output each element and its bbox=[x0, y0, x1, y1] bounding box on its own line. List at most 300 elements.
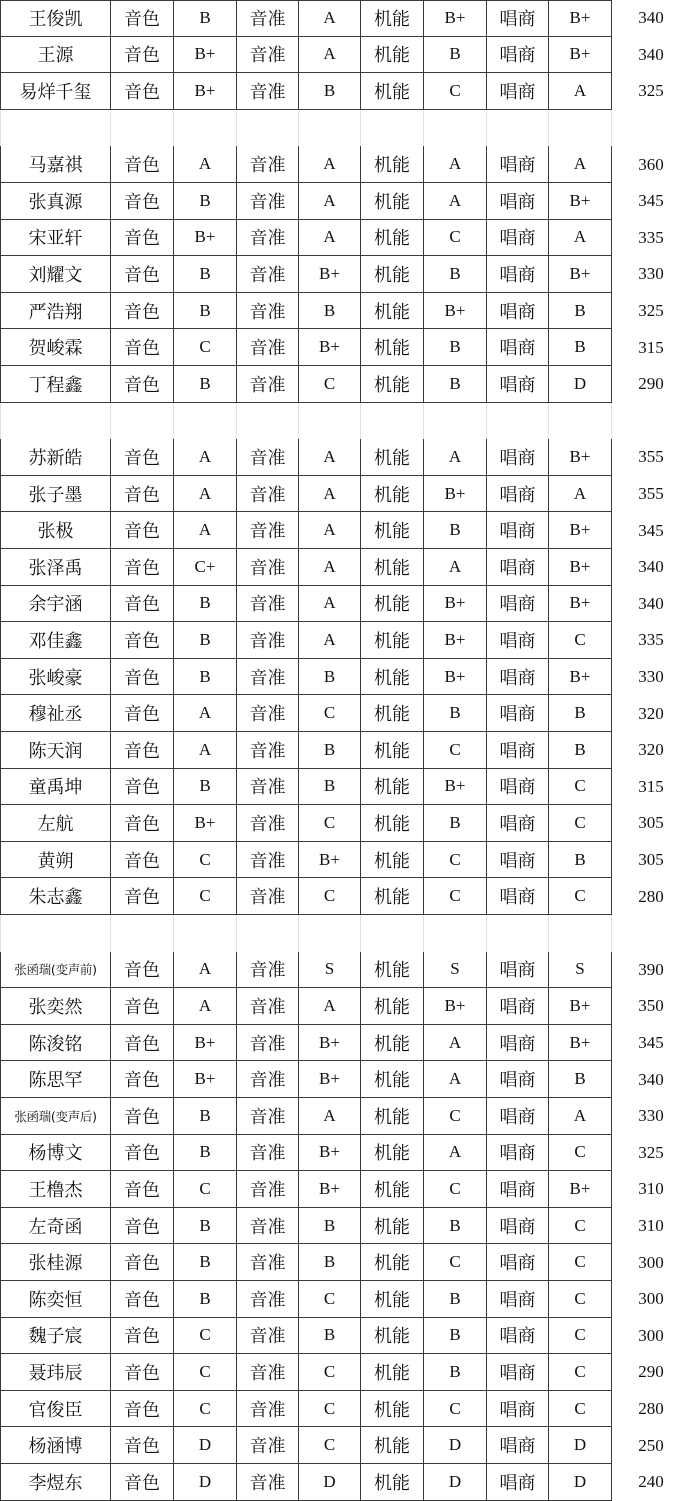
breath-grade: B+ bbox=[424, 769, 487, 806]
pitch-grade: C bbox=[299, 805, 361, 842]
breath-grade: C bbox=[424, 1244, 487, 1281]
pitch-grade: A bbox=[299, 37, 361, 74]
musicality-grade: C bbox=[549, 1354, 612, 1391]
breath-label: 机能 bbox=[361, 769, 424, 806]
musicality-label: 唱商 bbox=[487, 366, 549, 403]
pitch-label: 音准 bbox=[237, 1354, 299, 1391]
pitch-grade: C bbox=[299, 366, 361, 403]
pitch-grade: B+ bbox=[299, 1061, 361, 1098]
musicality-label: 唱商 bbox=[487, 586, 549, 623]
breath-label: 机能 bbox=[361, 329, 424, 366]
breath-label: 机能 bbox=[361, 183, 424, 220]
timbre-grade: A bbox=[174, 439, 237, 476]
musicality-grade: C bbox=[549, 1281, 612, 1318]
musicality-grade: B+ bbox=[549, 0, 612, 37]
breath-grade: B bbox=[424, 366, 487, 403]
breath-grade: A bbox=[424, 439, 487, 476]
pitch-label: 音准 bbox=[237, 73, 299, 110]
table-row bbox=[0, 1244, 690, 1281]
pitch-label: 音准 bbox=[237, 549, 299, 586]
timbre-label: 音色 bbox=[111, 1098, 174, 1135]
member-name: 张奕然 bbox=[0, 988, 111, 1025]
breath-label: 机能 bbox=[361, 1171, 424, 1208]
musicality-label: 唱商 bbox=[487, 549, 549, 586]
timbre-label: 音色 bbox=[111, 1281, 174, 1318]
total-score: 330 bbox=[638, 667, 664, 687]
breath-grade: B bbox=[424, 1208, 487, 1245]
table-row bbox=[0, 805, 690, 842]
pitch-label: 音准 bbox=[237, 952, 299, 989]
empty-cell bbox=[237, 110, 299, 147]
timbre-grade: A bbox=[174, 952, 237, 989]
table-row bbox=[0, 878, 690, 915]
pitch-grade: A bbox=[299, 586, 361, 623]
timbre-grade: C bbox=[174, 842, 237, 879]
musicality-grade: B+ bbox=[549, 1025, 612, 1062]
member-name: 陈奕恒 bbox=[0, 1281, 111, 1318]
musicality-grade: C bbox=[549, 1391, 612, 1428]
pitch-label: 音准 bbox=[237, 1098, 299, 1135]
table-row bbox=[0, 1061, 690, 1098]
musicality-label: 唱商 bbox=[487, 220, 549, 257]
timbre-label: 音色 bbox=[111, 220, 174, 257]
total-score: 325 bbox=[638, 1142, 664, 1162]
breath-grade: S bbox=[424, 952, 487, 989]
musicality-label: 唱商 bbox=[487, 1171, 549, 1208]
pitch-grade: B+ bbox=[299, 329, 361, 366]
group-separator bbox=[0, 915, 690, 952]
musicality-grade: B+ bbox=[549, 37, 612, 74]
timbre-grade: B bbox=[174, 1281, 237, 1318]
member-name: 杨博文 bbox=[0, 1135, 111, 1172]
timbre-label: 音色 bbox=[111, 1427, 174, 1464]
breath-grade: B bbox=[424, 1354, 487, 1391]
member-name: 严浩翔 bbox=[0, 293, 111, 330]
empty-cell bbox=[111, 915, 174, 952]
musicality-grade: C bbox=[549, 1244, 612, 1281]
breath-grade: C bbox=[424, 842, 487, 879]
pitch-label: 音准 bbox=[237, 1281, 299, 1318]
musicality-grade: D bbox=[549, 366, 612, 403]
timbre-label: 音色 bbox=[111, 769, 174, 806]
musicality-grade: B bbox=[549, 1061, 612, 1098]
musicality-label: 唱商 bbox=[487, 988, 549, 1025]
total-score: 305 bbox=[638, 813, 664, 833]
breath-grade: B bbox=[424, 1281, 487, 1318]
pitch-grade: B+ bbox=[299, 842, 361, 879]
empty-cell bbox=[174, 403, 237, 440]
breath-label: 机能 bbox=[361, 0, 424, 37]
pitch-label: 音准 bbox=[237, 183, 299, 220]
musicality-label: 唱商 bbox=[487, 1098, 549, 1135]
timbre-grade: B bbox=[174, 659, 237, 696]
pitch-grade: A bbox=[299, 183, 361, 220]
pitch-label: 音准 bbox=[237, 1391, 299, 1428]
timbre-label: 音色 bbox=[111, 1171, 174, 1208]
timbre-grade: C bbox=[174, 329, 237, 366]
timbre-grade: D bbox=[174, 1427, 237, 1464]
total-score: 345 bbox=[638, 191, 664, 211]
timbre-label: 音色 bbox=[111, 329, 174, 366]
musicality-grade: D bbox=[549, 1427, 612, 1464]
musicality-label: 唱商 bbox=[487, 842, 549, 879]
timbre-label: 音色 bbox=[111, 1354, 174, 1391]
breath-label: 机能 bbox=[361, 878, 424, 915]
member-name: 官俊臣 bbox=[0, 1391, 111, 1428]
breath-label: 机能 bbox=[361, 1318, 424, 1355]
table-row bbox=[0, 1464, 690, 1501]
empty-cell bbox=[237, 403, 299, 440]
total-score: 315 bbox=[638, 337, 664, 357]
breath-grade: B+ bbox=[424, 659, 487, 696]
breath-label: 机能 bbox=[361, 1464, 424, 1501]
musicality-label: 唱商 bbox=[487, 183, 549, 220]
pitch-grade: C bbox=[299, 1281, 361, 1318]
pitch-grade: A bbox=[299, 146, 361, 183]
empty-cell bbox=[0, 110, 111, 147]
empty-cell bbox=[299, 403, 361, 440]
musicality-grade: A bbox=[549, 1098, 612, 1135]
table-row bbox=[0, 256, 690, 293]
table-row bbox=[0, 622, 690, 659]
total-score: 290 bbox=[638, 374, 664, 394]
table-row bbox=[0, 1318, 690, 1355]
musicality-grade: B bbox=[549, 695, 612, 732]
breath-grade: C bbox=[424, 1098, 487, 1135]
breath-label: 机能 bbox=[361, 366, 424, 403]
table-row bbox=[0, 183, 690, 220]
empty-cell bbox=[612, 110, 690, 147]
member-name: 刘耀文 bbox=[0, 256, 111, 293]
member-name: 魏子宸 bbox=[0, 1318, 111, 1355]
member-name: 邓佳鑫 bbox=[0, 622, 111, 659]
breath-label: 机能 bbox=[361, 1391, 424, 1428]
timbre-label: 音色 bbox=[111, 805, 174, 842]
breath-label: 机能 bbox=[361, 842, 424, 879]
pitch-grade: B bbox=[299, 732, 361, 769]
timbre-grade: B bbox=[174, 1135, 237, 1172]
musicality-grade: B bbox=[549, 293, 612, 330]
musicality-label: 唱商 bbox=[487, 1025, 549, 1062]
table-row bbox=[0, 1427, 690, 1464]
pitch-grade: C bbox=[299, 695, 361, 732]
timbre-grade: B+ bbox=[174, 1025, 237, 1062]
breath-grade: A bbox=[424, 1025, 487, 1062]
empty-cell bbox=[361, 915, 424, 952]
empty-cell bbox=[299, 915, 361, 952]
breath-label: 机能 bbox=[361, 732, 424, 769]
breath-label: 机能 bbox=[361, 1208, 424, 1245]
pitch-label: 音准 bbox=[237, 988, 299, 1025]
timbre-grade: C bbox=[174, 1354, 237, 1391]
breath-label: 机能 bbox=[361, 293, 424, 330]
total-score: 355 bbox=[638, 447, 664, 467]
pitch-label: 音准 bbox=[237, 0, 299, 37]
table-row bbox=[0, 0, 690, 37]
member-name: 朱志鑫 bbox=[0, 878, 111, 915]
pitch-label: 音准 bbox=[237, 1464, 299, 1501]
timbre-label: 音色 bbox=[111, 988, 174, 1025]
musicality-label: 唱商 bbox=[487, 622, 549, 659]
total-score: 300 bbox=[638, 1289, 664, 1309]
timbre-label: 音色 bbox=[111, 366, 174, 403]
musicality-grade: C bbox=[549, 622, 612, 659]
total-score: 290 bbox=[638, 1362, 664, 1382]
pitch-grade: C bbox=[299, 1354, 361, 1391]
pitch-grade: B bbox=[299, 769, 361, 806]
empty-cell bbox=[361, 110, 424, 147]
timbre-grade: C bbox=[174, 1391, 237, 1428]
table-row bbox=[0, 1391, 690, 1428]
table-row bbox=[0, 842, 690, 879]
member-name: 张函瑞(变声前) bbox=[0, 952, 111, 989]
musicality-grade: C bbox=[549, 1208, 612, 1245]
musicality-label: 唱商 bbox=[487, 1464, 549, 1501]
pitch-label: 音准 bbox=[237, 329, 299, 366]
pitch-label: 音准 bbox=[237, 1244, 299, 1281]
timbre-grade: B+ bbox=[174, 805, 237, 842]
breath-grade: C bbox=[424, 1171, 487, 1208]
musicality-label: 唱商 bbox=[487, 1135, 549, 1172]
member-name: 易烊千玺 bbox=[0, 73, 111, 110]
empty-cell bbox=[549, 110, 612, 147]
total-score: 340 bbox=[638, 44, 664, 64]
breath-grade: C bbox=[424, 732, 487, 769]
breath-grade: B+ bbox=[424, 476, 487, 513]
pitch-label: 音准 bbox=[237, 146, 299, 183]
breath-label: 机能 bbox=[361, 439, 424, 476]
musicality-label: 唱商 bbox=[487, 146, 549, 183]
table-row bbox=[0, 512, 690, 549]
timbre-label: 音色 bbox=[111, 37, 174, 74]
musicality-grade: B+ bbox=[549, 256, 612, 293]
empty-cell bbox=[111, 110, 174, 147]
musicality-label: 唱商 bbox=[487, 1318, 549, 1355]
musicality-label: 唱商 bbox=[487, 1391, 549, 1428]
musicality-grade: B+ bbox=[549, 512, 612, 549]
timbre-label: 音色 bbox=[111, 952, 174, 989]
musicality-grade: C bbox=[549, 1135, 612, 1172]
pitch-grade: B bbox=[299, 659, 361, 696]
pitch-grade: B bbox=[299, 1318, 361, 1355]
timbre-label: 音色 bbox=[111, 842, 174, 879]
timbre-grade: B bbox=[174, 586, 237, 623]
musicality-label: 唱商 bbox=[487, 73, 549, 110]
breath-grade: A bbox=[424, 549, 487, 586]
breath-label: 机能 bbox=[361, 1098, 424, 1135]
timbre-label: 音色 bbox=[111, 183, 174, 220]
table-row bbox=[0, 366, 690, 403]
breath-grade: B bbox=[424, 256, 487, 293]
musicality-label: 唱商 bbox=[487, 37, 549, 74]
breath-grade: C bbox=[424, 220, 487, 257]
musicality-grade: A bbox=[549, 476, 612, 513]
timbre-label: 音色 bbox=[111, 732, 174, 769]
member-name: 张真源 bbox=[0, 183, 111, 220]
total-score: 300 bbox=[638, 1325, 664, 1345]
musicality-grade: C bbox=[549, 769, 612, 806]
member-name: 张泽禹 bbox=[0, 549, 111, 586]
timbre-grade: C bbox=[174, 1318, 237, 1355]
member-name: 张极 bbox=[0, 512, 111, 549]
table-row bbox=[0, 952, 690, 989]
pitch-label: 音准 bbox=[237, 220, 299, 257]
breath-label: 机能 bbox=[361, 73, 424, 110]
musicality-label: 唱商 bbox=[487, 878, 549, 915]
musicality-grade: B+ bbox=[549, 439, 612, 476]
musicality-grade: B+ bbox=[549, 586, 612, 623]
member-name: 陈思罕 bbox=[0, 1061, 111, 1098]
timbre-grade: C+ bbox=[174, 549, 237, 586]
total-score: 300 bbox=[638, 1252, 664, 1272]
total-score: 320 bbox=[638, 740, 664, 760]
table-row bbox=[0, 1354, 690, 1391]
timbre-label: 音色 bbox=[111, 293, 174, 330]
pitch-grade: A bbox=[299, 476, 361, 513]
pitch-grade: C bbox=[299, 1427, 361, 1464]
pitch-label: 音准 bbox=[237, 366, 299, 403]
total-score: 345 bbox=[638, 520, 664, 540]
total-score: 335 bbox=[638, 630, 664, 650]
pitch-grade: A bbox=[299, 549, 361, 586]
pitch-label: 音准 bbox=[237, 805, 299, 842]
empty-cell bbox=[424, 915, 487, 952]
musicality-label: 唱商 bbox=[487, 439, 549, 476]
empty-cell bbox=[174, 110, 237, 147]
member-name: 王俊凯 bbox=[0, 0, 111, 37]
musicality-label: 唱商 bbox=[487, 1061, 549, 1098]
total-score: 390 bbox=[638, 959, 664, 979]
member-name: 王源 bbox=[0, 37, 111, 74]
table-row bbox=[0, 220, 690, 257]
timbre-label: 音色 bbox=[111, 1061, 174, 1098]
pitch-label: 音准 bbox=[237, 769, 299, 806]
timbre-grade: A bbox=[174, 476, 237, 513]
member-name: 穆祉丞 bbox=[0, 695, 111, 732]
breath-label: 机能 bbox=[361, 659, 424, 696]
member-name: 张函瑞(变声后) bbox=[0, 1098, 111, 1135]
empty-cell bbox=[424, 110, 487, 147]
timbre-label: 音色 bbox=[111, 1318, 174, 1355]
pitch-grade: B bbox=[299, 1208, 361, 1245]
member-name: 张峻豪 bbox=[0, 659, 111, 696]
breath-grade: A bbox=[424, 1135, 487, 1172]
timbre-grade: B+ bbox=[174, 37, 237, 74]
pitch-label: 音准 bbox=[237, 37, 299, 74]
breath-label: 机能 bbox=[361, 805, 424, 842]
member-name: 童禹坤 bbox=[0, 769, 111, 806]
pitch-grade: A bbox=[299, 988, 361, 1025]
breath-label: 机能 bbox=[361, 988, 424, 1025]
member-name: 余宇涵 bbox=[0, 586, 111, 623]
breath-label: 机能 bbox=[361, 146, 424, 183]
timbre-grade: C bbox=[174, 1171, 237, 1208]
member-name: 贺峻霖 bbox=[0, 329, 111, 366]
musicality-grade: C bbox=[549, 1318, 612, 1355]
musicality-grade: D bbox=[549, 1464, 612, 1501]
table-row bbox=[0, 73, 690, 110]
total-score: 240 bbox=[638, 1472, 664, 1492]
timbre-grade: B+ bbox=[174, 73, 237, 110]
timbre-grade: A bbox=[174, 988, 237, 1025]
total-score: 310 bbox=[638, 1179, 664, 1199]
total-score: 310 bbox=[638, 1216, 664, 1236]
timbre-grade: B+ bbox=[174, 1061, 237, 1098]
empty-cell bbox=[237, 915, 299, 952]
musicality-grade: B bbox=[549, 732, 612, 769]
empty-cell bbox=[111, 403, 174, 440]
musicality-grade: S bbox=[549, 952, 612, 989]
empty-cell bbox=[549, 915, 612, 952]
timbre-grade: B+ bbox=[174, 220, 237, 257]
breath-label: 机能 bbox=[361, 1244, 424, 1281]
musicality-label: 唱商 bbox=[487, 805, 549, 842]
timbre-grade: B bbox=[174, 769, 237, 806]
musicality-grade: A bbox=[549, 220, 612, 257]
timbre-label: 音色 bbox=[111, 1135, 174, 1172]
timbre-grade: B bbox=[174, 622, 237, 659]
table-row bbox=[0, 329, 690, 366]
musicality-grade: B+ bbox=[549, 183, 612, 220]
musicality-grade: B+ bbox=[549, 1171, 612, 1208]
total-score: 325 bbox=[638, 81, 664, 101]
musicality-label: 唱商 bbox=[487, 659, 549, 696]
table-row bbox=[0, 1135, 690, 1172]
pitch-grade: C bbox=[299, 878, 361, 915]
musicality-label: 唱商 bbox=[487, 0, 549, 37]
breath-label: 机能 bbox=[361, 1025, 424, 1062]
musicality-label: 唱商 bbox=[487, 732, 549, 769]
timbre-label: 音色 bbox=[111, 439, 174, 476]
timbre-grade: B bbox=[174, 0, 237, 37]
breath-label: 机能 bbox=[361, 256, 424, 293]
total-score: 280 bbox=[638, 886, 664, 906]
breath-grade: C bbox=[424, 73, 487, 110]
timbre-label: 音色 bbox=[111, 622, 174, 659]
total-score: 280 bbox=[638, 1399, 664, 1419]
pitch-label: 音准 bbox=[237, 256, 299, 293]
timbre-grade: B bbox=[174, 183, 237, 220]
breath-grade: C bbox=[424, 1391, 487, 1428]
musicality-label: 唱商 bbox=[487, 476, 549, 513]
breath-label: 机能 bbox=[361, 37, 424, 74]
pitch-label: 音准 bbox=[237, 1025, 299, 1062]
member-name: 左航 bbox=[0, 805, 111, 842]
pitch-label: 音准 bbox=[237, 586, 299, 623]
pitch-label: 音准 bbox=[237, 293, 299, 330]
member-name: 左奇函 bbox=[0, 1208, 111, 1245]
breath-grade: B+ bbox=[424, 586, 487, 623]
musicality-label: 唱商 bbox=[487, 769, 549, 806]
musicality-label: 唱商 bbox=[487, 695, 549, 732]
total-score: 340 bbox=[638, 557, 664, 577]
musicality-label: 唱商 bbox=[487, 512, 549, 549]
member-name: 张桂源 bbox=[0, 1244, 111, 1281]
member-name: 苏新皓 bbox=[0, 439, 111, 476]
timbre-grade: A bbox=[174, 512, 237, 549]
pitch-grade: B bbox=[299, 73, 361, 110]
pitch-grade: B+ bbox=[299, 256, 361, 293]
total-score: 340 bbox=[638, 1069, 664, 1089]
table-row bbox=[0, 476, 690, 513]
pitch-grade: B+ bbox=[299, 1171, 361, 1208]
total-score: 340 bbox=[638, 593, 664, 613]
pitch-grade: B+ bbox=[299, 1135, 361, 1172]
table-row bbox=[0, 769, 690, 806]
breath-label: 机能 bbox=[361, 622, 424, 659]
group-separator bbox=[0, 403, 690, 440]
musicality-label: 唱商 bbox=[487, 1244, 549, 1281]
